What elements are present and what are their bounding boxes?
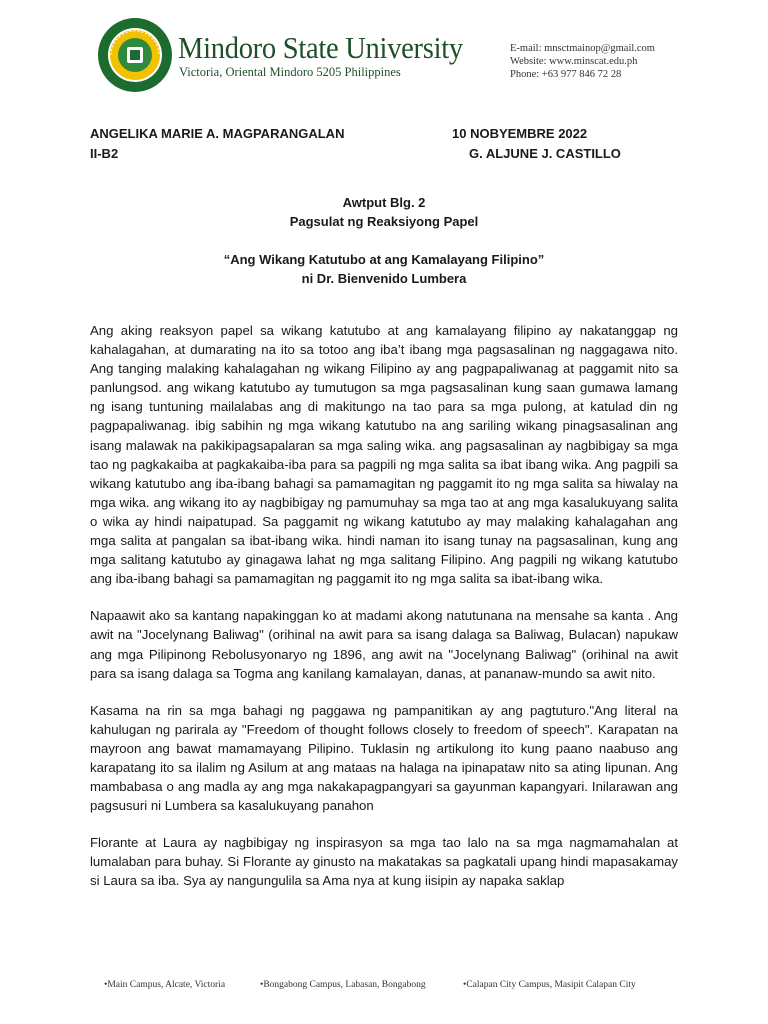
campus-footer: [0, 980, 768, 996]
university-address: Victoria, Oriental Mindoro 5205 Philippines: [179, 65, 401, 79]
paragraph: Napaawit ako sa kantang napakinggan ko at madami akong natutunana na mensahe sa kanta . Ang awit na "Jocelynang Baliwag" (orihinal na awit para sa isang dalaga sa Baliwag, Bulacan) napukaw ang mga Pilipinong Rebolusyonaryo ng 1896, ang awit na "Jocelynang Baliwag" (orihinal na awit para sa isang dalaga sa Togma ang kanilang kamalayan, danas, at pananaw-mundo sa awit nito.: [90, 608, 678, 681]
paragraph: Ang aking reaksyon papel sa wikang katutubo at ang kamalayang filipino ay nakatanggap ng kahalagahan, at dumarating na ito sa totoo ang iba’t ibang mga pagsasalinan ng naggagawa nito. Ang tanging malaking kahalagahan ng wikang Filipino ay ang pagpapaliwanag at paggamit nito sa panlungsod. ang wikang katutubo ay tumutugon sa mga pagsasalinan kung saan gumawa lamang ng isang tuntuning mailalabas ang di makitungo na tao para sa mga pulong, at katulad din ng pagpapaliwanag. ibig sabihin ng mga wikang katutubo na ang sariling wikang pinagsasalinan ang isang malawak na pakikipagsapalaran sa mga saling wika. ang pagsasalinan ay nagbibigay sa mga tao ng pagkakaiba at pagkakaiba-iba para sa pagpili ng mga salita sa ibat ibang wika. Ang pagpili sa wikang katutubo ang iba-ibang bahagi sa pamamagitan ng paggamit ito ng mga salita sa hiwalay na mga wika. ang wikang ito ay nagbibigay ng pamumuhay sa mga tao at ang mga kasalukuyang salita o wika ay hindi naipatupad. Sa paggamit ng wikang katutubo ay may malaking kahalagahan ang mga salita at pangalan sa ibat-ibang wika. hindi naman ito isang tunay na pagsasalinan, kung ang mga salitang katutubo ay ginagawa lahat ng mga salitang Filipino. Ang pagpili ng wikang katutubo ang iba-ibang bahagi sa pamamagitan ng paggamit ito ng mga salita sa ibat-ibang wika.: [90, 323, 678, 587]
letterhead: [0, 0, 768, 100]
footer-campus-main: •Main Campus, Alcate, Victoria: [104, 980, 226, 990]
student-name: ANGELIKA MARIE A. MAGPARANGALAN: [90, 126, 345, 141]
essay-body: [90, 321, 678, 909]
teacher-name: G. ALJUNE J. CASTILLO: [469, 146, 621, 161]
assignment-title: Pagsulat ng Reaksiyong Papel: [289, 214, 479, 229]
contact-email: E-mail: mnsctmainop@gmail.com: [510, 43, 655, 54]
contact-phone: Phone: +63 977 846 72 28: [510, 69, 622, 80]
work-author: ni Dr. Bienvenido Lumbera: [301, 271, 467, 286]
contact-website: Website: www.minscat.edu.ph: [510, 56, 638, 67]
university-seal-logo: [97, 17, 173, 93]
work-title: “Ang Wikang Katutubo at ang Kamalayang Filipino”: [223, 252, 545, 267]
footer-campus-bongabong: •Bongabong Campus, Labasan, Bongabong: [260, 980, 426, 990]
paragraph: Florante at Laura ay nagbibigay ng inspirasyon sa mga tao lalo na sa mga nagmamahalan at lumalaban para buhay. Si Florante ay ginusto na makatakas sa pagkatali upang hindi mapasakamay si Laura sa iba. Sya ay nangungulila sa Ama nya at kung iisipin ay napaka saklap: [90, 835, 678, 889]
university-name: Mindoro State University: [178, 30, 463, 65]
output-number: Awtput Blg. 2: [342, 195, 426, 210]
contact-block: [510, 42, 655, 81]
submission-date: 10 NOBYEMBRE 2022: [452, 126, 588, 141]
section: II-B2: [90, 146, 119, 161]
paragraph: Kasama na rin sa mga bahagi ng paggawa ng pampanitikan ay ang pagtuturo."Ang literal na kahulugan ng parirala ay "Freedom of thought follows closely to freedom of speech". Karapatan na mayroon ang bawat mamamayang Pilipino. Tuklasin ng artikulong ito kung paano naabuso ang karapatang ito sa ilalim ng Asilum at ang mataas na halaga na ipinapataw nito sa ating lipunan. Ang mambabasa o ang madla ay ang mga nakakapagpangyari sa gayunman kapangyari. Inilarawan ang pagsusuri ni Lumbera sa kasalukuyang panahon: [90, 702, 678, 814]
footer-campus-calapan: •Calapan City Campus, Masipit Calapan City: [463, 980, 636, 990]
